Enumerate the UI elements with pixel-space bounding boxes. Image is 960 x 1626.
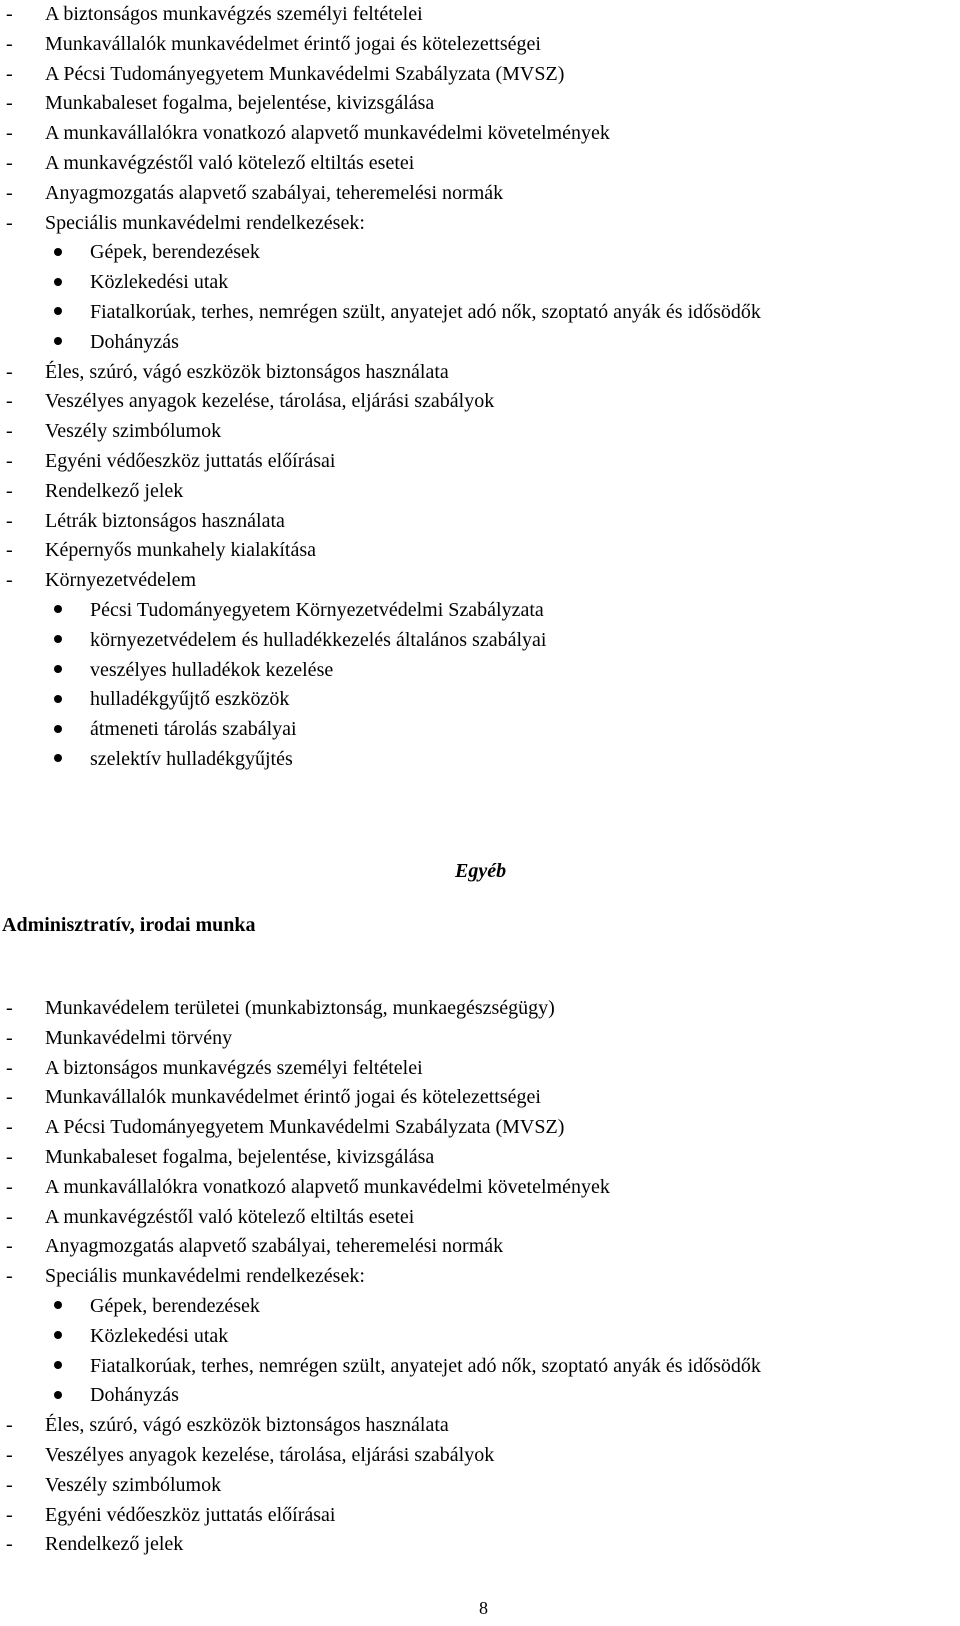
list-item-text: Fiatalkorúak, terhes, nemrégen szült, anyatejet adó nők, szoptató anyák és idősödők: [90, 1354, 761, 1377]
list-item: [6, 119, 956, 149]
list-item-text: szelektív hulladékgyűjtés: [90, 747, 293, 770]
list-item-text: Létrák biztonságos használata: [45, 509, 285, 532]
bullet-icon: [54, 238, 74, 268]
bullet-icon: [54, 1352, 74, 1382]
list-item: [6, 1113, 956, 1143]
list-item: [6, 507, 956, 537]
list-item-text: Veszély szimbólumok: [45, 420, 222, 443]
dash-marker: -: [6, 390, 13, 413]
bullet-dot-icon: [54, 248, 62, 256]
list-item: [6, 1173, 956, 1203]
list-item-text: Dohányzás: [90, 330, 179, 353]
bullet-list-item: [6, 685, 956, 715]
dash-marker: -: [6, 449, 13, 472]
list-item-text: A munkavégzéstől való kötelező eltiltás esetei: [45, 151, 415, 174]
list-item: [6, 477, 956, 507]
list-item: [6, 30, 956, 60]
list-item-text: Munkabaleset fogalma, bejelentése, kivizsgálása: [45, 1145, 435, 1168]
dash-marker: -: [6, 1265, 13, 1288]
dash-marker: -: [6, 151, 13, 174]
list-item-text: Közlekedési utak: [90, 1324, 229, 1347]
bullet-dot-icon: [54, 665, 62, 673]
bullet-icon: [54, 1292, 74, 1322]
list-item-text: környezetvédelem és hulladékkezelés általános szabályai: [90, 628, 547, 651]
bullet-list-item: [6, 1381, 956, 1411]
dash-marker: -: [6, 1056, 13, 1079]
list-item-text: Pécsi Tudományegyetem Környezetvédelmi Szabályzata: [90, 598, 544, 621]
dash-marker: -: [6, 32, 13, 55]
list-item-text: A biztonságos munkavégzés személyi feltételei: [45, 1056, 423, 1079]
list-item: [6, 994, 956, 1024]
list-item: [6, 566, 956, 596]
list-item-text: Rendelkező jelek: [45, 1533, 184, 1556]
dash-marker: -: [6, 1175, 13, 1198]
bullet-icon: [54, 1381, 74, 1411]
list-item-text: Egyéni védőeszköz juttatás előírásai: [45, 1503, 336, 1526]
list-item-text: Munkavédelem területei (munkabiztonság, munkaegészségügy): [45, 997, 555, 1019]
dash-marker: -: [6, 1116, 13, 1139]
dash-marker: -: [6, 997, 13, 1019]
bullet-dot-icon: [54, 605, 62, 613]
dash-marker: -: [6, 539, 13, 562]
bullet-dot-icon: [54, 1331, 62, 1339]
list-item-text: Képernyős munkahely kialakítása: [45, 539, 317, 562]
dash-marker: -: [6, 1235, 13, 1258]
dash-marker: -: [6, 3, 13, 25]
list-item: [6, 209, 956, 239]
dash-marker: -: [6, 1205, 13, 1228]
dash-marker: -: [6, 1145, 13, 1168]
list-item-text: Környezetvédelem: [45, 569, 197, 592]
bullet-list-item: [6, 596, 956, 626]
bullet-list-item: [6, 745, 956, 775]
list-item: [6, 1083, 956, 1113]
dash-marker: -: [6, 509, 13, 532]
list-item-text: Munkabaleset fogalma, bejelentése, kivizsgálása: [45, 92, 435, 115]
list-item: [6, 1530, 956, 1560]
list-item-text: Veszélyes anyagok kezelése, tárolása, eljárási szabályok: [45, 1443, 495, 1466]
list-item-text: Munkavállalók munkavédelmet érintő jogai és kötelezettségei: [45, 32, 541, 55]
bullet-dot-icon: [54, 337, 62, 345]
list-item: [6, 149, 956, 179]
bullet-icon: [54, 715, 74, 745]
list-item: [6, 179, 956, 209]
bullet-icon: [54, 656, 74, 686]
bullet-list-item: [6, 1322, 956, 1352]
list-item-text: Fiatalkorúak, terhes, nemrégen szült, anyatejet adó nők, szoptató anyák és idősödők: [90, 300, 761, 323]
topic-list-upper: [6, 0, 956, 775]
bullet-list-item: [6, 1352, 956, 1382]
list-item: [6, 1262, 956, 1292]
bullet-dot-icon: [54, 695, 62, 703]
list-item-text: Veszélyes anyagok kezelése, tárolása, eljárási szabályok: [45, 390, 495, 413]
list-item-text: Rendelkező jelek: [45, 479, 184, 502]
list-item: [6, 1471, 956, 1501]
list-item-text: Éles, szúró, vágó eszközök biztonságos használata: [45, 360, 449, 383]
list-item-text: A Pécsi Tudományegyetem Munkavédelmi Szabályzata (MVSZ): [45, 62, 565, 85]
list-item-text: Éles, szúró, vágó eszközök biztonságos használata: [45, 1414, 449, 1437]
dash-marker: -: [6, 1414, 13, 1437]
bullet-icon: [54, 685, 74, 715]
list-item: [6, 387, 956, 417]
list-item-text: Veszély szimbólumok: [45, 1473, 222, 1496]
bullet-dot-icon: [54, 1301, 62, 1309]
bullet-dot-icon: [54, 278, 62, 286]
topic-list-lower: [6, 994, 956, 1560]
dash-marker: -: [6, 420, 13, 443]
bullet-list-item: [6, 656, 956, 686]
list-item-text: Munkavállalók munkavédelmet érintő jogai és kötelezettségei: [45, 1086, 541, 1109]
dash-marker: -: [6, 1443, 13, 1466]
list-item-text: A munkavégzéstől való kötelező eltiltás esetei: [45, 1205, 415, 1228]
dash-marker: -: [6, 92, 13, 115]
bullet-list-item: [6, 626, 956, 656]
list-item: [6, 1143, 956, 1173]
list-item: [6, 60, 956, 90]
dash-marker: -: [6, 122, 13, 145]
list-item-text: Dohányzás: [90, 1384, 179, 1407]
bullet-dot-icon: [54, 1391, 62, 1399]
list-item-text: Speciális munkavédelmi rendelkezések:: [45, 1265, 365, 1288]
page-number: 8: [479, 1598, 488, 1618]
bullet-icon: [54, 298, 74, 328]
list-item-text: hulladékgyűjtő eszközök: [90, 688, 290, 711]
list-item: [6, 358, 956, 388]
bullet-icon: [54, 596, 74, 626]
dash-marker: -: [6, 1533, 13, 1556]
dash-marker: -: [6, 1086, 13, 1109]
list-item: [6, 89, 956, 119]
list-item-text: A Pécsi Tudományegyetem Munkavédelmi Szabályzata (MVSZ): [45, 1116, 565, 1139]
list-item-text: Anyagmozgatás alapvető szabályai, teheremelési normák: [45, 1235, 504, 1258]
section-heading-egyeb: Egyéb: [455, 860, 507, 882]
bullet-list-item: [6, 298, 956, 328]
dash-marker: -: [6, 1473, 13, 1496]
dash-marker: -: [6, 181, 13, 204]
dash-marker: -: [6, 479, 13, 502]
list-item-text: veszélyes hulladékok kezelése: [90, 658, 334, 681]
list-item: [6, 1501, 956, 1531]
list-item-text: Gépek, berendezések: [90, 241, 260, 264]
bullet-list-item: [6, 1292, 956, 1322]
dash-marker: -: [6, 62, 13, 85]
list-item: [6, 1232, 956, 1262]
bullet-icon: [54, 268, 74, 298]
dash-marker: -: [6, 360, 13, 383]
bullet-list-item: [6, 238, 956, 268]
bullet-list-item: [6, 715, 956, 745]
list-item-text: A munkavállalókra vonatkozó alapvető munkavédelmi követelmények: [45, 122, 610, 145]
section-heading-admin: Adminisztratív, irodai munka: [2, 914, 256, 936]
list-item: [6, 1054, 956, 1084]
list-item-text: Anyagmozgatás alapvető szabályai, teheremelési normák: [45, 181, 504, 204]
list-item-text: átmeneti tárolás szabályai: [90, 718, 297, 741]
list-item: [6, 1203, 956, 1233]
dash-marker: -: [6, 1026, 13, 1049]
list-item: [6, 417, 956, 447]
list-item-text: Gépek, berendezések: [90, 1294, 260, 1317]
list-item: [6, 1411, 956, 1441]
list-item: [6, 536, 956, 566]
bullet-icon: [54, 1322, 74, 1352]
list-item: [6, 1441, 956, 1471]
bullet-icon: [54, 745, 74, 775]
list-item-text: Közlekedési utak: [90, 271, 229, 294]
list-item: [6, 0, 956, 30]
bullet-icon: [54, 328, 74, 358]
dash-marker: -: [6, 1503, 13, 1526]
bullet-dot-icon: [54, 1361, 62, 1369]
dash-marker: -: [6, 211, 13, 234]
list-item: [6, 447, 956, 477]
bullet-list-item: [6, 268, 956, 298]
list-item-text: A biztonságos munkavégzés személyi feltételei: [45, 3, 423, 25]
bullet-icon: [54, 626, 74, 656]
list-item-text: A munkavállalókra vonatkozó alapvető munkavédelmi követelmények: [45, 1175, 610, 1198]
list-item: [6, 1024, 956, 1054]
list-item-text: Munkavédelmi törvény: [45, 1026, 233, 1049]
list-item-text: Egyéni védőeszköz juttatás előírásai: [45, 449, 336, 472]
list-item-text: Speciális munkavédelmi rendelkezések:: [45, 211, 365, 234]
bullet-dot-icon: [54, 725, 62, 733]
bullet-dot-icon: [54, 754, 62, 762]
bullet-list-item: [6, 328, 956, 358]
bullet-dot-icon: [54, 307, 62, 315]
bullet-dot-icon: [54, 635, 62, 643]
dash-marker: -: [6, 569, 13, 592]
